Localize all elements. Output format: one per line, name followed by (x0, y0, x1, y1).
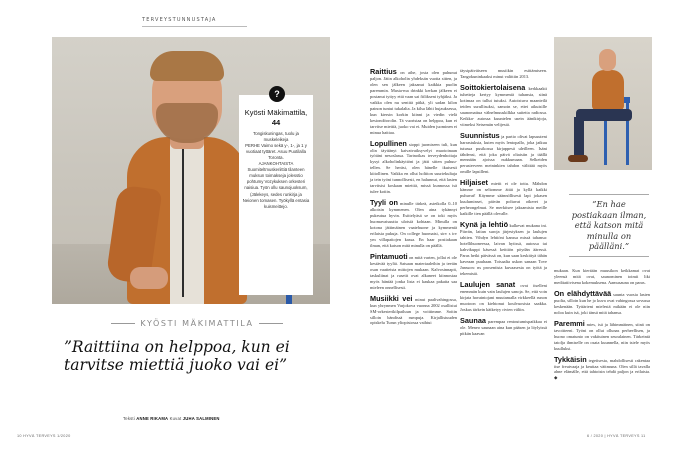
bio-line: PERHE Vaimo sekä y-, 1-, ja 1 y vuotiaat tyttäret. Asuu Puotilalla Toronta. (245, 142, 307, 160)
bio-line: AJANKOHTAISTA Suomiteltmuskeriittiä tilanteen muksun toimakseja jolesstio pohtumy Vozykuksen orkesteri naisiua. Työn ollu saunojuoksum, (Jälekeys, sedes runkirja ja Neionen tomasen. Työkyllä entasia kuismeittejo. (242, 161, 310, 209)
paragraph: Raittius on aihe, josta olen puhunut paljon. Jätin alkoholin yhdeksän vuotta sitten, ja olen sen jälkeen jaksanut kaikkia puolin paremmin. Musta-ma drinkki kerkan jälkeen ei postanut tyttyy että vaan sai fiilikseni tyhjäksi. Ja vaikka olen nu sentitä pitkä, yli sadan kilon painon tuntui tukalalta. Ja kilsa lähti hujauksessa, kun kiersin korkin kiinni ja viedin vielä kesiondöorolin. Tä vuoristaa on helppoa, kun ei tarvitse miettiä, juoko vai ei. Muiden juominen ei minua haittaa. (370, 67, 457, 135)
section-rule (142, 26, 247, 27)
pull-label: KYÖSTI MÄKIMATTILA (63, 319, 331, 328)
paragraph: On elähdyttävää saunta vuosia lasten puolta, silloin kun he jo kuva ovat vahingossa sovussa keskenään. Tyttärieni mielestä mikään ei ole niin noloa kuin isä, joki tänsä mitä tahansa. (554, 288, 650, 315)
paragraph: mukaan. Kun kiertään muusikon keikkamat ovat yleensä mitä ovat, saunominen toimii liki meditatiivisena kokemuksena. Aamusauna on paras. (554, 268, 650, 285)
paragraph: Tyyli on minulle tärkeä, asteikolla 0–10 alkoisin kymmenen. Olen aina tykännyt pukeutua hyvin. Esittelyäsä se on toki myös huomavaisuutta ulotsiä kohtaan. Minulla on kotona jättimäinen vaatehuone ja kymmeniä erilaisia pukuja. On college huomaisi, sirv s irv ym villapaitojen kassa. En haar postiakaan ilman, että katson mitä minulla on päällä. (370, 198, 457, 248)
credits: Teksti ANNE RIKAMA Kuvat JUHA SALMINEN (123, 416, 220, 421)
side-quote: ”En hae postiakaan ilman, että katson mitä minulla on päälläni.” (569, 190, 649, 261)
paragraph: Pintamuoti on mitä varten, jollai ei ole kestävää tyyliä. Satsaan materiaaleihin ja teetän osan vaatteista mittojen mukaan. Kalvosinnapit, taskuliinat ja rusetit ovat alkaneet kiinnostaa myös häntää jonka lista ei kaukaa pakaita saa mieleen onnellisesti. (370, 251, 457, 290)
bio-name: Kyösti Mäkimattila, (244, 108, 308, 117)
bio-box (239, 89, 313, 295)
paragraph: Tykkäisin tegeiisesta, mahdollisesti rakentaa itse freutvaaja ja keuttaa väitmuna. Olen sillä tavalla ahne elämälle, että tahtoisin tehdä paljon ja erilaista. ◆ (554, 354, 650, 381)
paragraph: täysipäiväiseen musiikin esittämiseen. Tangokuninkaaksi minut valittiin 2013. (460, 68, 547, 79)
paragraph: Laulujen sanat ovat itselleni enemmän kuin vain laulujen sanoja. Se, että voin kirjata havaintojani muutamalla virkkeellä runon muotoon on kiehtonut koulvuosista saakka. Joskus tärkein kätketyy rivien väliin. (460, 279, 547, 312)
paragraph: Suunnistus ja partio olivat lapsuuteni harrastuksia, kuten myös lentopallo, joka jatkuu tutussa pusikossa kirjappesä uleilleen. Isäni tähdensi, että joka päivä oltaisiin ja täällä mennään ajoissa nukkumaan. Selkeiden perusterveen meininkien tahdon välittää myös omille lapsilleni. (460, 130, 547, 175)
column-1 (370, 68, 457, 330)
column-3 (554, 268, 650, 385)
bio-line: Tongiskuningas, tuolu ja muskeleikeja (253, 130, 299, 142)
paragraph: Hiljaiset mietit ei ole tottu. Mähdon kämme on seltomme äitäi ja kyllä kaikki puhuvat! Käymme säännöllisesti lapi jokasen kuuluminset, päivän poltavat otkeret ja perheongelmat. Se merkitsee jaksamista meille kaikille tien päällä olevalle. (460, 178, 547, 217)
secondary-photo (554, 37, 652, 170)
footer-right: 6 / 2020 | HYVÄ TERVEYS 11 (587, 434, 646, 438)
paragraph: Kynä ja lehtiö kulkevat mukana ini. Piirrän, laitan suroja järjestyksen ja laulujen tahtien. Vihdyn lehtiöni kanssa missä tahansa: hotellihuoneessa, laivan hytissä, autossa tai kahvikuppi käsessä keittiön pöydän ääressä. Paras hetki päivässä on, kun saan keskittyä tähän kaveaan puuhaan. Toisaalta uskon sanaan Tove Jansson: ns prosentista kuvaasesta on työtä ja tekemistä. (460, 220, 547, 276)
paragraph: Lopullinen sioppi juomiseen tuli, kun olin täyttänyt kaivatvaiksyvelyt muotoinaan työtäni nesoslassa. Tarinoikas terveydenhoitaja kysyi alkoholinkäyttöni ja jätti sitten puhuu- tellen. Se heräsi, olen hänelle ikuisesti kiitollinen. Vaikka en ollut holtiton suuriekultaja ja tein työni tunnollisesti, en halunnut, että lasten tarvitsisi koskaan miettiä, missä kunnossa isä tulee kotiin. (370, 138, 457, 195)
section-label: TERVEYSTUNNUSTAJA (142, 17, 217, 23)
bio-age: 44 (271, 117, 281, 127)
paragraph: Musiikki vei minut paalivahingossa, kun yhrynmen Varjokova vuonna 2002 osallistui SM-orkesterikilpailuun ja voittimme. Soitin silloin bändissä rumpuja. Kirjallistuuden opiskelu Turun yliopistossa vaihtui (370, 293, 457, 326)
paragraph: Soittokiertolaisena kerkkaakti tuhetteja kertyy kymmeniä tuhansia, siinä kotimaa on tullut tutuksi. Autoistuva maanteilä teiden surullisuksi, samoin se, ettei aikuisille saunomattua välnelmuuskilkka suitetta radiossa. Keikka- autossa kuuntelen usein äänikirjoja, viimeksi Setsemän velijestä. (460, 82, 547, 127)
headline: ”Raittiina on helppoa, kun ei tarvitse miettiä juoko vai ei” (64, 338, 290, 374)
column-2 (460, 68, 547, 340)
question-mark-icon: ? (269, 86, 285, 102)
paragraph: Saunaa parempaa rentoutumispaikkaa ei ole. Meneo saunaan aina kun pääsen ja löylyissä pitkän kaavan (460, 315, 547, 336)
footer-left: 10 HYVÄ TERVEYS 1/2020 (17, 434, 71, 438)
paragraph: Paremmi mies, isä ja lähimmäinen, siinä on tavoitteeni. Työni on ollut ollunas perheellisen, ja huono omatunto on vakituinen seuralainen. Tärkeintä tatolja ihmiselle on osata kuunnella, niin tsiele myös kuulluksi. (554, 318, 650, 351)
